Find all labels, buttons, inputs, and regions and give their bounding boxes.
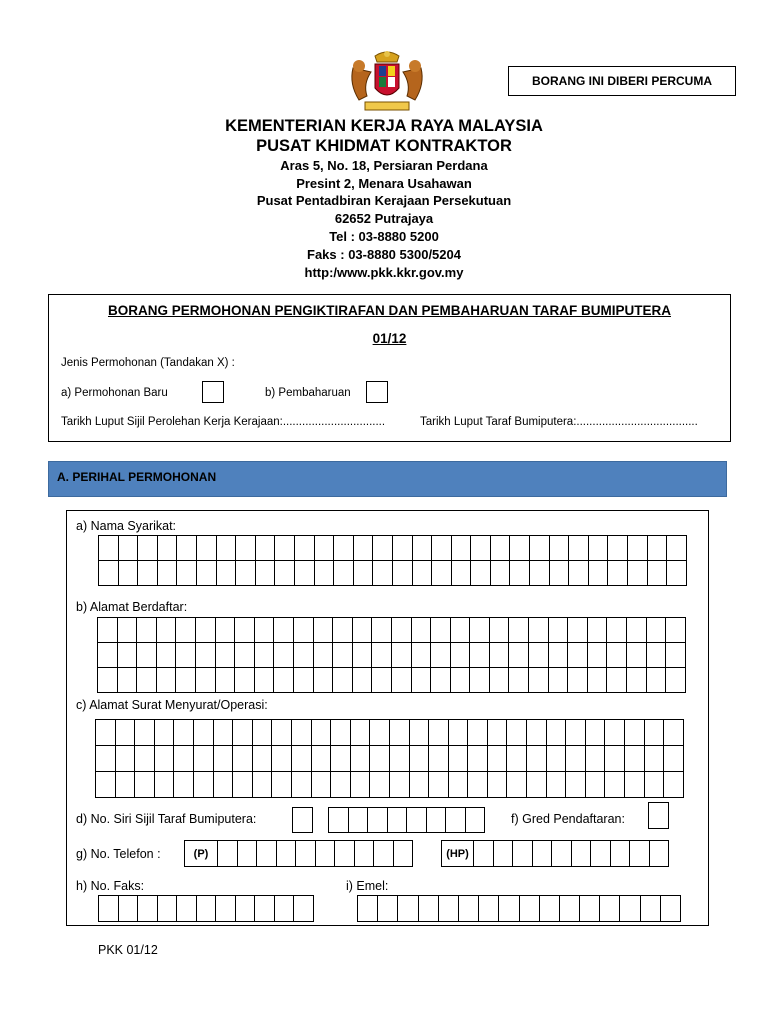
char-box[interactable] (174, 720, 194, 746)
mailing-address-grid[interactable] (95, 719, 684, 798)
char-box[interactable] (292, 746, 312, 772)
char-box[interactable] (628, 561, 648, 586)
char-box[interactable] (490, 668, 510, 693)
char-box[interactable] (666, 668, 686, 693)
char-box[interactable] (118, 668, 138, 693)
char-box[interactable] (370, 772, 390, 798)
char-box[interactable] (648, 561, 668, 586)
char-box[interactable] (294, 643, 314, 668)
char-box[interactable] (648, 536, 668, 561)
char-box[interactable] (449, 772, 469, 798)
char-box[interactable] (315, 536, 335, 561)
address-line: Aras 5, No. 18, Persiaran Perdana (280, 158, 488, 173)
char-box[interactable] (333, 643, 353, 668)
char-box[interactable] (176, 618, 196, 643)
telephone-line: Tel : 03-8880 5200 (329, 229, 439, 244)
char-box[interactable] (351, 746, 371, 772)
agency-title: PUSAT KHIDMAT KONTRAKTOR (256, 137, 512, 155)
char-box[interactable] (370, 720, 390, 746)
char-box[interactable] (177, 561, 197, 586)
char-box[interactable] (272, 746, 292, 772)
char-box[interactable] (647, 668, 667, 693)
char-box[interactable] (664, 772, 684, 798)
char-box[interactable] (118, 643, 138, 668)
address-line: 62652 Putrajaya (334, 211, 434, 226)
char-box[interactable] (490, 618, 510, 643)
char-box[interactable] (372, 643, 392, 668)
grade-label: f) Gred Pendaftaran: (511, 812, 625, 826)
char-box[interactable] (197, 561, 217, 586)
char-box[interactable] (588, 643, 608, 668)
char-box[interactable] (667, 536, 687, 561)
char-box[interactable] (488, 746, 508, 772)
char-box[interactable] (413, 536, 433, 561)
char-box[interactable] (235, 668, 255, 693)
char-box[interactable] (530, 561, 550, 586)
char-box[interactable] (507, 746, 527, 772)
char-box[interactable] (589, 536, 609, 561)
char-box[interactable] (667, 561, 687, 586)
char-box[interactable] (158, 536, 178, 561)
char-box[interactable] (217, 536, 237, 561)
char-box[interactable] (119, 561, 139, 586)
grade-box[interactable] (648, 802, 669, 829)
char-box[interactable] (468, 720, 488, 746)
char-box[interactable] (588, 668, 608, 693)
fax-boxes[interactable] (98, 895, 314, 922)
char-box[interactable] (390, 720, 410, 746)
char-box[interactable] (412, 618, 432, 643)
company-name-grid[interactable] (98, 535, 687, 586)
char-box[interactable] (354, 536, 374, 561)
char-box[interactable] (157, 618, 177, 643)
char-box[interactable] (98, 643, 118, 668)
company-name-label: a) Nama Syarikat: (76, 519, 177, 533)
char-box[interactable] (135, 746, 155, 772)
char-box[interactable] (333, 618, 353, 643)
website-line: http:/www.pkk.kkr.gov.my (304, 265, 464, 280)
cert-serial-boxes[interactable] (328, 807, 485, 833)
char-box[interactable] (527, 772, 547, 798)
address-line: Presint 2, Menara Usahawan (296, 176, 472, 191)
char-box[interactable] (645, 720, 665, 746)
char-box[interactable] (256, 536, 276, 561)
phone-mobile-boxes[interactable] (441, 840, 669, 867)
char-box[interactable] (586, 746, 606, 772)
char-box[interactable] (253, 720, 273, 746)
char-box[interactable] (666, 618, 686, 643)
char-box[interactable] (549, 668, 569, 693)
char-box[interactable] (605, 772, 625, 798)
char-box[interactable] (488, 772, 508, 798)
mailing-address-label: c) Alamat Surat Menyurat/Operasi: (76, 698, 268, 712)
char-box[interactable] (137, 618, 157, 643)
email-boxes[interactable] (357, 895, 681, 922)
char-box[interactable] (627, 618, 647, 643)
char-box[interactable] (607, 618, 627, 643)
char-box[interactable] (312, 772, 332, 798)
char-box[interactable] (625, 772, 645, 798)
option-renew-label: b) Pembaharuan (265, 387, 351, 399)
phone-label: g) No. Telefon : (76, 847, 161, 861)
char-box[interactable] (116, 746, 136, 772)
char-box[interactable] (312, 746, 332, 772)
char-box[interactable] (331, 720, 351, 746)
char-box[interactable] (664, 720, 684, 746)
char-box[interactable] (490, 643, 510, 668)
char-box[interactable] (392, 643, 412, 668)
char-box[interactable] (353, 668, 373, 693)
char-box[interactable] (470, 643, 490, 668)
char-box[interactable] (255, 643, 275, 668)
char-box[interactable] (586, 772, 606, 798)
char-box[interactable] (507, 720, 527, 746)
char-box[interactable] (256, 561, 276, 586)
char-box[interactable] (605, 720, 625, 746)
char-box[interactable] (413, 561, 433, 586)
char-box[interactable] (471, 536, 491, 561)
char-box[interactable] (333, 668, 353, 693)
char-box[interactable] (155, 746, 175, 772)
char-box[interactable] (527, 746, 547, 772)
char-box[interactable] (608, 561, 628, 586)
char-box[interactable] (137, 643, 157, 668)
char-box[interactable] (196, 618, 216, 643)
char-box[interactable] (216, 618, 236, 643)
char-box[interactable] (255, 618, 275, 643)
char-box[interactable] (625, 720, 645, 746)
char-box[interactable] (410, 720, 430, 746)
char-box[interactable] (471, 561, 491, 586)
char-box[interactable] (607, 643, 627, 668)
char-box[interactable] (99, 536, 119, 561)
bumiputera-expiry-field[interactable]: Tarikh Luput Taraf Bumiputera:...................................... (420, 416, 698, 428)
char-box[interactable] (214, 720, 234, 746)
ministry-title: KEMENTERIAN KERJA RAYA MALAYSIA (225, 117, 543, 135)
option-new-label: a) Permohonan Baru (61, 387, 168, 399)
char-box[interactable] (627, 668, 647, 693)
char-box[interactable] (605, 746, 625, 772)
char-box[interactable] (529, 668, 549, 693)
char-box[interactable] (157, 668, 177, 693)
char-box[interactable] (353, 618, 373, 643)
char-box[interactable] (155, 772, 175, 798)
char-box[interactable] (236, 536, 256, 561)
char-box[interactable] (177, 536, 197, 561)
char-box[interactable] (566, 746, 586, 772)
form-reference-footer: PKK 01/12 (98, 943, 158, 957)
char-box[interactable] (647, 643, 667, 668)
fax-label: h) No. Faks: (76, 879, 145, 893)
char-box[interactable] (194, 746, 214, 772)
char-box[interactable] (255, 668, 275, 693)
char-box[interactable] (625, 746, 645, 772)
char-box[interactable] (334, 536, 354, 561)
fax-line: Faks : 03-8880 5300/5204 (307, 247, 461, 262)
form-title: BORANG PERMOHONAN PENGIKTIRAFAN DAN PEMBAHARUAN TARAF BUMIPUTERA (108, 303, 671, 318)
char-box[interactable] (429, 720, 449, 746)
char-box[interactable] (98, 618, 118, 643)
char-box[interactable] (549, 618, 569, 643)
char-box[interactable] (491, 561, 511, 586)
char-box[interactable] (647, 618, 667, 643)
char-box[interactable] (98, 668, 118, 693)
char-box[interactable] (568, 643, 588, 668)
char-box[interactable] (155, 720, 175, 746)
char-box[interactable] (666, 643, 686, 668)
char-box[interactable] (370, 746, 390, 772)
char-box[interactable] (235, 618, 255, 643)
char-box[interactable] (233, 720, 253, 746)
phone-office-tag: (P) (185, 840, 218, 867)
char-box[interactable] (390, 772, 410, 798)
section-a-form (66, 510, 709, 926)
char-box[interactable] (315, 561, 335, 586)
char-box[interactable] (468, 772, 488, 798)
char-box[interactable] (452, 536, 472, 561)
char-box[interactable] (550, 536, 570, 561)
char-box[interactable] (586, 720, 606, 746)
free-form-badge: BORANG INI DIBERI PERCUMA (508, 66, 736, 96)
char-box[interactable] (351, 772, 371, 798)
char-box[interactable] (138, 536, 158, 561)
char-box[interactable] (429, 746, 449, 772)
char-box[interactable] (372, 668, 392, 693)
char-box[interactable] (334, 561, 354, 586)
option-new-checkbox[interactable] (202, 381, 224, 403)
char-box[interactable] (509, 643, 529, 668)
char-box[interactable] (568, 668, 588, 693)
char-box[interactable] (412, 668, 432, 693)
char-box[interactable] (314, 668, 334, 693)
char-box[interactable] (96, 746, 116, 772)
char-box[interactable] (196, 668, 216, 693)
char-box[interactable] (116, 772, 136, 798)
char-box[interactable] (331, 772, 351, 798)
phone-office-boxes[interactable] (184, 840, 413, 867)
char-box[interactable] (157, 643, 177, 668)
char-box[interactable] (547, 720, 567, 746)
char-box[interactable] (96, 720, 116, 746)
char-box[interactable] (431, 668, 451, 693)
char-box[interactable] (274, 618, 294, 643)
char-box[interactable] (589, 561, 609, 586)
char-box[interactable] (569, 536, 589, 561)
char-box[interactable] (645, 746, 665, 772)
char-box[interactable] (393, 536, 413, 561)
char-box[interactable] (295, 561, 315, 586)
char-box[interactable] (451, 668, 471, 693)
char-box[interactable] (196, 643, 216, 668)
char-box[interactable] (507, 772, 527, 798)
char-box[interactable] (470, 618, 490, 643)
char-box[interactable] (509, 618, 529, 643)
email-label: i) Emel: (346, 879, 389, 893)
char-box[interactable] (393, 561, 413, 586)
char-box[interactable] (664, 746, 684, 772)
char-box[interactable] (547, 772, 567, 798)
cert-serial-prefix-box[interactable] (292, 807, 313, 833)
char-box[interactable] (314, 643, 334, 668)
char-box[interactable] (410, 772, 430, 798)
char-box[interactable] (118, 618, 138, 643)
form-code: 01/12 (372, 331, 407, 346)
option-renew-checkbox[interactable] (366, 381, 388, 403)
char-box[interactable] (314, 618, 334, 643)
char-box[interactable] (214, 772, 234, 798)
char-box[interactable] (253, 746, 273, 772)
char-box[interactable] (549, 643, 569, 668)
char-box[interactable] (568, 618, 588, 643)
char-box[interactable] (390, 746, 410, 772)
char-box[interactable] (645, 772, 665, 798)
char-box[interactable] (351, 720, 371, 746)
char-box[interactable] (197, 536, 217, 561)
char-box[interactable] (233, 746, 253, 772)
application-type-prompt: Jenis Permohonan (Tandakan X) : (61, 357, 235, 369)
address-line: Pusat Pentadbiran Kerajaan Persekutuan (256, 193, 512, 208)
char-box[interactable] (217, 561, 237, 586)
char-box[interactable] (392, 618, 412, 643)
char-box[interactable] (627, 643, 647, 668)
char-box[interactable] (569, 561, 589, 586)
phone-mobile-tag: (HP) (442, 840, 474, 867)
char-box[interactable] (429, 772, 449, 798)
registered-address-label: b) Alamat Berdaftar: (76, 600, 188, 614)
char-box[interactable] (274, 643, 294, 668)
char-box[interactable] (312, 720, 332, 746)
char-box[interactable] (449, 720, 469, 746)
char-box[interactable] (547, 746, 567, 772)
char-box[interactable] (410, 746, 430, 772)
char-box[interactable] (116, 720, 136, 746)
char-box[interactable] (135, 720, 155, 746)
char-box[interactable] (353, 643, 373, 668)
char-box[interactable] (628, 536, 648, 561)
char-box[interactable] (509, 668, 529, 693)
char-box[interactable] (294, 618, 314, 643)
char-box[interactable] (491, 536, 511, 561)
char-box[interactable] (432, 561, 452, 586)
char-box[interactable] (566, 720, 586, 746)
char-box[interactable] (275, 536, 295, 561)
char-box[interactable] (510, 536, 530, 561)
char-box[interactable] (275, 561, 295, 586)
char-box[interactable] (431, 618, 451, 643)
char-box[interactable] (510, 561, 530, 586)
char-box[interactable] (158, 561, 178, 586)
char-box[interactable] (233, 772, 253, 798)
char-box[interactable] (550, 561, 570, 586)
char-box[interactable] (392, 668, 412, 693)
char-box[interactable] (216, 668, 236, 693)
char-box[interactable] (373, 536, 393, 561)
char-box[interactable] (588, 618, 608, 643)
char-box[interactable] (354, 561, 374, 586)
char-box[interactable] (529, 618, 549, 643)
registered-address-grid[interactable] (97, 617, 686, 693)
char-box[interactable] (194, 720, 214, 746)
char-box[interactable] (292, 720, 312, 746)
char-box[interactable] (194, 772, 214, 798)
char-box[interactable] (608, 536, 628, 561)
char-box[interactable] (99, 561, 119, 586)
char-box[interactable] (253, 772, 273, 798)
char-box[interactable] (119, 536, 139, 561)
char-box[interactable] (292, 772, 312, 798)
char-box[interactable] (468, 746, 488, 772)
char-box[interactable] (373, 561, 393, 586)
section-a-header: A. PERIHAL PERMOHONAN (48, 461, 727, 497)
char-box[interactable] (530, 536, 550, 561)
char-box[interactable] (451, 618, 471, 643)
char-box[interactable] (432, 536, 452, 561)
char-box[interactable] (272, 720, 292, 746)
char-box[interactable] (214, 746, 234, 772)
application-type-box (48, 294, 731, 442)
char-box[interactable] (294, 668, 314, 693)
char-box[interactable] (488, 720, 508, 746)
char-box[interactable] (236, 561, 256, 586)
cert-serial-label: d) No. Siri Sijil Taraf Bumiputera: (76, 812, 257, 826)
char-box[interactable] (451, 643, 471, 668)
char-box[interactable] (431, 643, 451, 668)
works-cert-expiry-field[interactable]: Tarikh Luput Sijil Perolehan Kerja Kerajaan:................................ (61, 416, 386, 428)
char-box[interactable] (452, 561, 472, 586)
char-box[interactable] (137, 668, 157, 693)
char-box[interactable] (470, 668, 490, 693)
char-box[interactable] (174, 772, 194, 798)
char-box[interactable] (529, 643, 549, 668)
char-box[interactable] (295, 536, 315, 561)
char-box[interactable] (527, 720, 547, 746)
char-box[interactable] (566, 772, 586, 798)
char-box[interactable] (274, 668, 294, 693)
char-box[interactable] (176, 668, 196, 693)
char-box[interactable] (176, 643, 196, 668)
coat-of-arms-logo (345, 48, 429, 114)
char-box[interactable] (96, 772, 116, 798)
char-box[interactable] (412, 643, 432, 668)
char-box[interactable] (135, 772, 155, 798)
char-box[interactable] (331, 746, 351, 772)
char-box[interactable] (272, 772, 292, 798)
char-box[interactable] (372, 618, 392, 643)
char-box[interactable] (607, 668, 627, 693)
char-box[interactable] (138, 561, 158, 586)
char-box[interactable] (235, 643, 255, 668)
char-box[interactable] (449, 746, 469, 772)
char-box[interactable] (174, 746, 194, 772)
char-box[interactable] (216, 643, 236, 668)
